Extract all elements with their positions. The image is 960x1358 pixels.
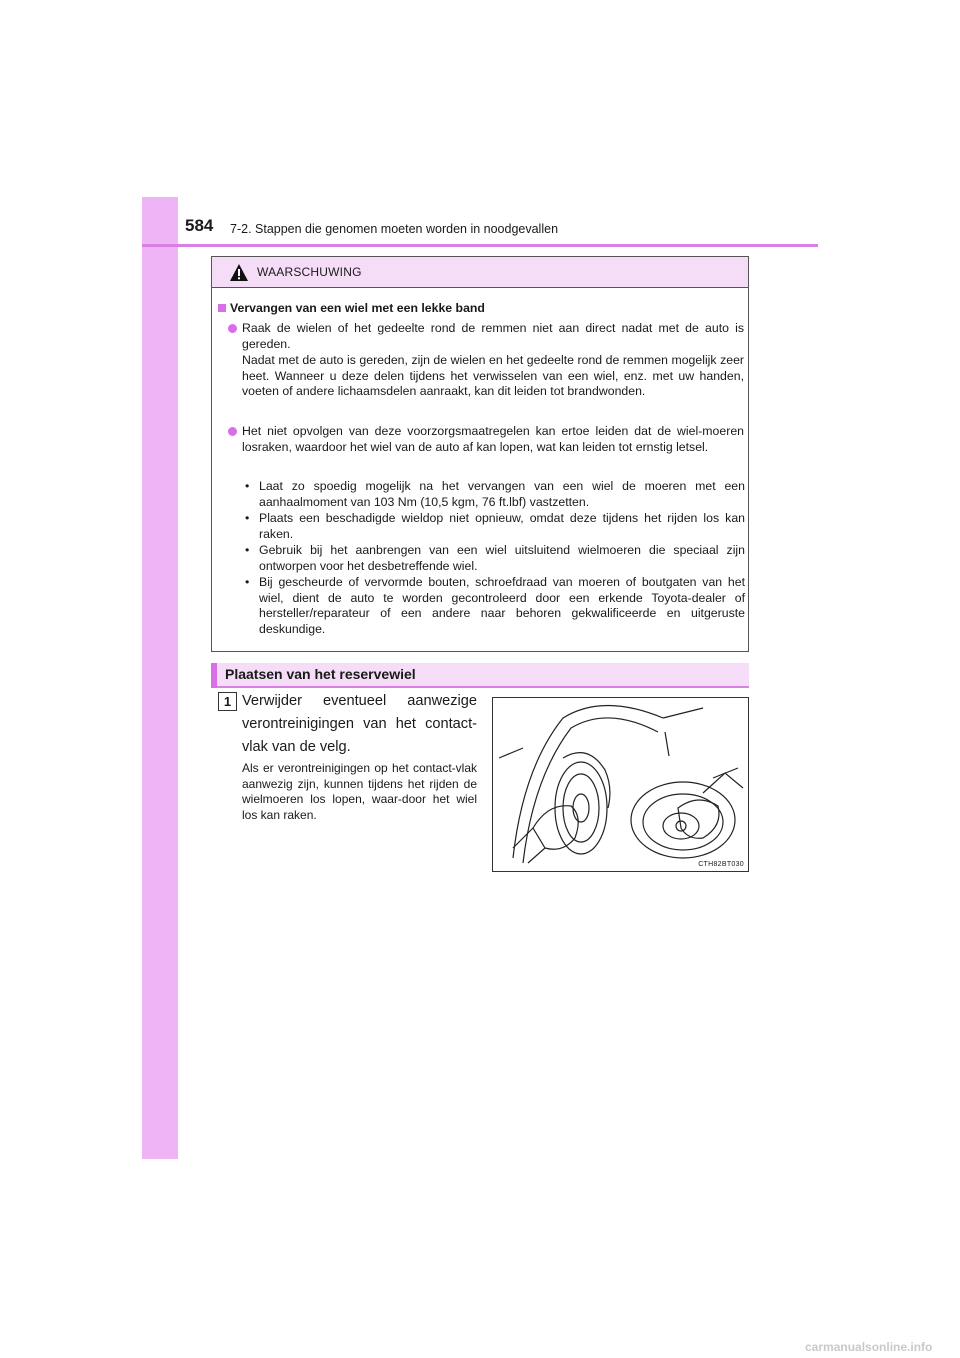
section-heading-accent — [211, 663, 217, 688]
section-title: 7-2. Stappen die genomen moeten worden in noodgevallen — [230, 222, 559, 236]
wheel-cleaning-illustration — [492, 697, 749, 872]
warning-bullet: • Gebruik bij het aanbrengen van een wiel uitsluitend wielmoeren die speciaal zijn ontworpen voor het desbetreffende wiel. — [245, 543, 745, 573]
bullet-dot-icon: • — [245, 575, 250, 589]
square-bullet-icon — [218, 304, 226, 312]
section-heading: Plaatsen van het reservewiel — [225, 666, 416, 682]
watermark: carmanualsonline.info — [805, 1340, 933, 1354]
section-heading-bar — [211, 663, 749, 688]
warning-bullet: • Laat zo spoedig mogelijk na het vervangen van een wiel de moeren met een aanhaalmoment van 103 Nm (10,5 kgm, 76 ft.lbf) vastzetten. — [245, 479, 745, 509]
warning-bullet: • Bij gescheurde of vervormde bouten, schroefdraad van moeren of boutgaten van het wiel, dient de auto te worden gecontroleerd door een erkende Toyota-dealer of hersteller/reparateur of een andere naar behoren gekwalificeerde en uitgeruste deskundige. — [245, 575, 745, 636]
warning-box — [211, 256, 749, 652]
step-number-badge: 1 — [218, 692, 237, 711]
bullet-dot-icon: • — [245, 511, 250, 525]
bullet-dot-icon: • — [245, 479, 250, 493]
wheel-cleaning-drawing — [493, 698, 748, 871]
warning-bullet: • Plaats een beschadigde wieldop niet opnieuw, omdat deze tijdens het rijden los kan raken. — [245, 511, 745, 541]
chapter-side-tab — [142, 197, 178, 1159]
circle-bullet-icon — [228, 324, 237, 333]
step-note: Als er verontreinigingen op het contact-vlak aanwezig zijn, kunnen tijdens het rijden de wielmoeren los lopen, waar-door het wiel los kan raken. — [242, 761, 477, 822]
step-instruction: Verwijder eventueel aanwezige verontreinigingen van het contact-vlak van de velg. — [242, 693, 477, 755]
warning-subheading: Vervangen van een wiel met een lekke band — [218, 301, 485, 317]
warning-item: Het niet opvolgen van deze voorzorgsmaatregelen kan ertoe leiden dat de wiel-moeren losraken, waardoor het wiel van de auto af kan lopen, wat kan leiden tot ernstig letsel. — [228, 424, 744, 455]
warning-item: Raak de wielen of het gedeelte rond de remmen niet aan direct nadat met de auto is gereden. — [228, 321, 744, 352]
warning-header — [212, 257, 748, 288]
circle-bullet-icon — [228, 427, 237, 436]
header-rule — [142, 244, 818, 247]
warning-label: WAARSCHUWING — [257, 265, 362, 279]
warning-item-detail: Nadat met de auto is gereden, zijn de wielen en het gedeelte rond de remmen mogelijk zeer heet. Wanneer u deze delen tijdens het verwisselen van een wiel, enz. met uw handen, voeten of andere lichaamsdelen aanraakt, kan dit leiden tot brandwonden. — [242, 353, 744, 399]
page-number: 584 — [185, 216, 214, 235]
warning-triangle-icon — [229, 263, 249, 282]
bullet-dot-icon: • — [245, 543, 250, 557]
illustration-code: CTH82BT030 — [698, 861, 744, 868]
